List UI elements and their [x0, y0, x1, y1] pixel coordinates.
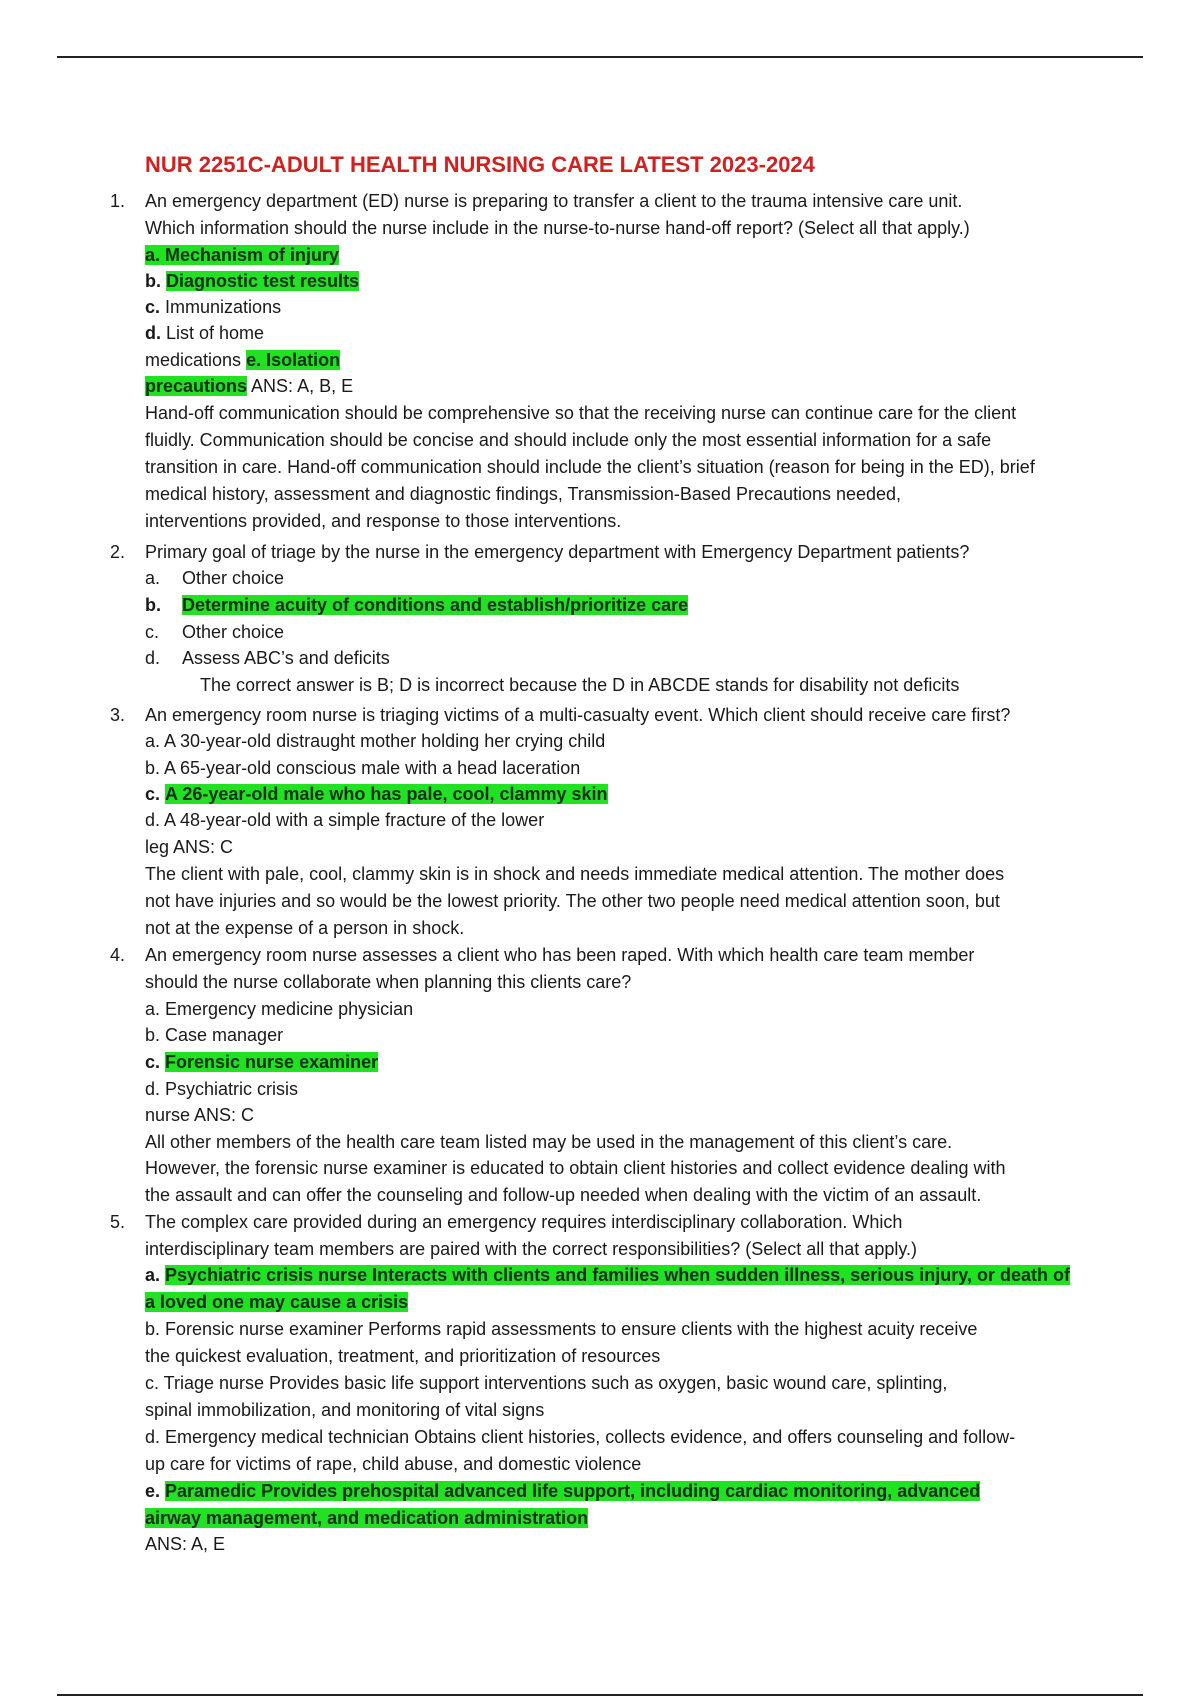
rationale: However, the forensic nurse examiner is educated to obtain client histories and collect evidence dealing with — [145, 1158, 1006, 1178]
answer-option-b-cont: the quickest evaluation, treatment, and prioritization of resources — [145, 1346, 661, 1366]
answer-option-d: d. Emergency medical technician Obtains client histories, collects evidence, and offers counseling and follow- — [145, 1427, 1016, 1447]
answer-option-b: b. A 65-year-old conscious male with a head laceration — [145, 758, 581, 778]
rationale: not have injuries and so would be the lowest priority. The other two people need medical attention soon, but — [145, 891, 1000, 911]
question-stem: An emergency department (ED) nurse is preparing to transfer a client to the trauma intensive care unit. — [145, 191, 963, 211]
page-title: NUR 2251C-ADULT HEALTH NURSING CARE LATEST 2023-2024 — [145, 152, 815, 177]
answer-option-e: e. Paramedic Provides prehospital advanced life support, including cardiac monitoring, advanced — [145, 1481, 981, 1501]
answer-note: The correct answer is B; D is incorrect because the D in ABCDE stands for disability not deficits — [200, 675, 960, 695]
answer-option-b: b. Forensic nurse examiner Performs rapid assessments to ensure clients with the highest acuity receive — [145, 1319, 978, 1339]
question-stem: Which information should the nurse include in the nurse-to-nurse hand-off report? (Select all that apply.) — [145, 218, 970, 238]
question-number: 3. — [110, 705, 126, 725]
answer-option-e-cont: airway management, and medication administration — [145, 1508, 589, 1528]
top-rule — [57, 56, 1143, 58]
answer-option-c-cont: spinal immobilization, and monitoring of vital signs — [145, 1400, 545, 1420]
answer-option-a: a. Other choice — [145, 568, 285, 588]
rationale: Hand-off communication should be comprehensive so that the receiving nurse can continue care for the client — [145, 403, 1017, 423]
answer-option-b: b. Diagnostic test results — [145, 271, 360, 291]
question-stem: An emergency room nurse is triaging victims of a multi-casualty event. Which client should receive care first? — [145, 705, 1011, 725]
answer-option-c: c. Immunizations — [145, 297, 282, 317]
question-stem: Primary goal of triage by the nurse in the emergency department with Emergency Department patients? — [145, 542, 970, 562]
answer-option-d: d. Assess ABC’s and deficits — [145, 648, 390, 668]
question-number: 5. — [110, 1212, 126, 1232]
rationale: not at the expense of a person in shock. — [145, 918, 465, 938]
answer-option-d-cont: up care for victims of rape, child abuse, and domestic violence — [145, 1454, 642, 1474]
answer-key: nurse ANS: C — [145, 1105, 255, 1125]
question-number: 4. — [110, 945, 126, 965]
rationale: The client with pale, cool, clammy skin is in shock and needs immediate medical attention. The mother does — [145, 864, 1005, 884]
question-stem: should the nurse collaborate when planning this clients care? — [145, 972, 632, 992]
answer-option-c: c. Forensic nurse examiner — [145, 1052, 379, 1072]
answer-option-e: precautions ANS: A, B, E — [145, 376, 354, 396]
rationale: the assault and can offer the counseling and follow-up needed when dealing with the victim of an assault. — [145, 1185, 982, 1205]
answer-key: ANS: A, E — [145, 1534, 226, 1554]
rationale: transition in care. Hand-off communication should include the client’s situation (reason for being in the ED), brief — [145, 457, 1035, 477]
answer-option-d: d. Psychiatric crisis — [145, 1079, 299, 1099]
question-stem: An emergency room nurse assesses a client who has been raped. With which health care team member — [145, 945, 975, 965]
rationale: fluidly. Communication should be concise and should include only the most essential information for a safe — [145, 430, 992, 450]
question-stem: The complex care provided during an emergency requires interdisciplinary collaboration. Which — [145, 1212, 903, 1232]
answer-key: leg ANS: C — [145, 837, 234, 857]
answer-option-b: b. Determine acuity of conditions and establish/prioritize care — [145, 595, 689, 615]
question-stem: interdisciplinary team members are paired with the correct responsibilities? (Select all that apply.) — [145, 1239, 917, 1259]
answer-option-a: a. A 30-year-old distraught mother holding her crying child — [145, 731, 606, 751]
question-number: 1. — [110, 191, 126, 211]
answer-option-c: c. A 26-year-old male who has pale, cool, clammy skin — [145, 784, 608, 804]
answer-option-a: a. Emergency medicine physician — [145, 999, 414, 1019]
answer-option-a-cont: a loved one may cause a crisis — [145, 1292, 409, 1312]
question-number: 2. — [110, 542, 126, 562]
answer-option-c: c. Other choice — [145, 622, 285, 642]
answer-option-c: c. Triage nurse Provides basic life support interventions such as oxygen, basic wound care, splinting, — [145, 1373, 948, 1393]
answer-option-a: a. Psychiatric crisis nurse Interacts with clients and families when sudden illness, serious injury, or death of — [145, 1265, 1070, 1285]
answer-option-d: d. List of home — [145, 323, 265, 343]
answer-option-d-cont: medications e. Isolation — [145, 350, 341, 370]
rationale: interventions provided, and response to those interventions. — [145, 511, 622, 531]
rationale: All other members of the health care team listed may be used in the management of this client’s care. — [145, 1132, 953, 1152]
answer-option-d: d. A 48-year-old with a simple fracture of the lower — [145, 810, 545, 830]
answer-option-a: a. Mechanism of injury — [145, 245, 340, 265]
bottom-rule — [57, 1694, 1143, 1696]
answer-option-b: b. Case manager — [145, 1025, 284, 1045]
rationale: medical history, assessment and diagnostic findings, Transmission-Based Precautions needed, — [145, 484, 902, 504]
